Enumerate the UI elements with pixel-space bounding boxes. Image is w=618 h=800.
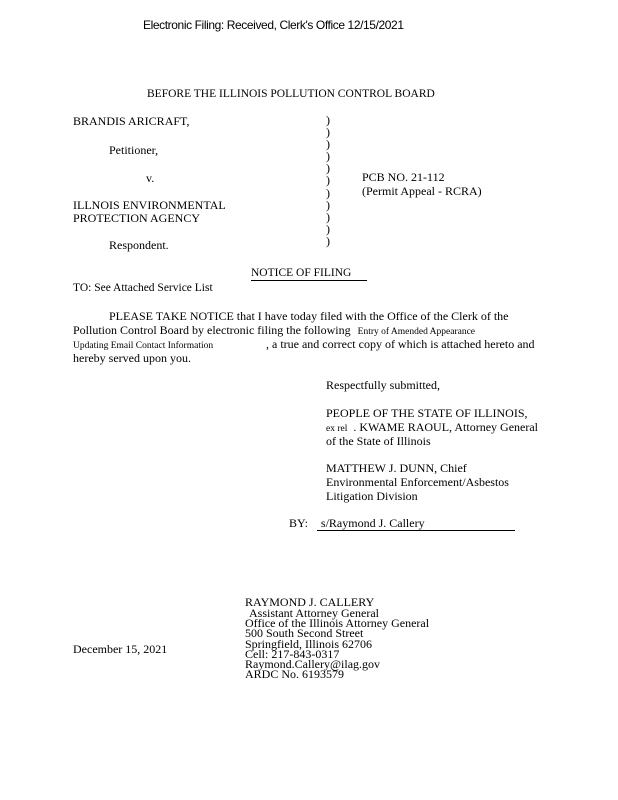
people-line: PEOPLE OF THE STATE OF ILLINOIS, xyxy=(326,406,528,420)
by-label: BY: xyxy=(289,516,308,530)
petitioner-role: Petitioner, xyxy=(109,143,159,157)
body-line-3-rest: , a true and correct copy of which is attached hereto and xyxy=(266,337,535,351)
ex-rel: ex rel xyxy=(326,424,348,434)
respondent-name-line2: PROTECTION AGENCY xyxy=(73,211,201,225)
body-line-4: hereby served upon you. xyxy=(73,351,191,365)
document-title-part1: Entry of Amended Appearance xyxy=(357,327,476,337)
respondent-role: Respondent. xyxy=(109,238,169,252)
division-line-2: Litigation Division xyxy=(326,489,418,503)
state-line: of the State of Illinois xyxy=(326,434,431,448)
case-type: (Permit Appeal - RCRA) xyxy=(362,184,482,198)
signature-line xyxy=(289,517,515,531)
caption-paren-column: ) ) ) ) ) ) ) ) ) ) ) xyxy=(326,113,330,248)
notice-title-text: NOTICE OF FILING xyxy=(251,267,367,281)
filing-stamp: Electronic Filing: Received, Clerk's Office 12/15/2021 xyxy=(143,18,404,32)
attorney-address: 500 South Second Street xyxy=(245,626,364,640)
attorney-ardc: ARDC No. 6193579 xyxy=(245,667,345,681)
body-line-2-start: Pollution Control Board by electronic filing the following xyxy=(73,323,351,337)
attorney-cell: Cell: 217-843-0317 xyxy=(245,647,340,661)
document-title-part2: Updating Email Contact Information xyxy=(73,341,214,351)
attorney-city: Springfield, Illinois 62706 xyxy=(245,637,372,651)
chief-name: MATTHEW J. DUNN, Chief xyxy=(326,461,467,475)
attorney-title: Assistant Attorney General xyxy=(249,606,379,620)
closing: Respectfully submitted, xyxy=(326,378,440,392)
versus: v. xyxy=(146,171,155,185)
division-line-1: Environmental Enforcement/Asbestos xyxy=(326,475,509,489)
attorney-email: Raymond.Callery@ilag.gov xyxy=(245,657,381,671)
body-line-1: PLEASE TAKE NOTICE that I have today filed with the Office of the Clerk of the xyxy=(109,309,509,323)
board-heading: BEFORE THE ILLINOIS POLLUTION CONTROL BOARD xyxy=(147,88,435,100)
e-signature: s/Raymond J. Callery xyxy=(317,517,515,531)
notice-title xyxy=(251,267,367,281)
case-number: PCB NO. 21-112 xyxy=(362,170,445,184)
filing-date: December 15, 2021 xyxy=(73,642,168,656)
respondent-name-line1: ILLNOIS ENVIRONMENTAL xyxy=(73,198,226,212)
petitioner-name: BRANDIS ARICRAFT, xyxy=(73,114,190,128)
to-line: TO: See Attached Service List xyxy=(73,282,213,294)
ag-name: . KWAME RAOUL, Attorney General xyxy=(353,420,539,434)
attorney-office: Office of the Illinois Attorney General xyxy=(245,616,430,630)
attorney-name: RAYMOND J. CALLERY xyxy=(245,595,375,609)
